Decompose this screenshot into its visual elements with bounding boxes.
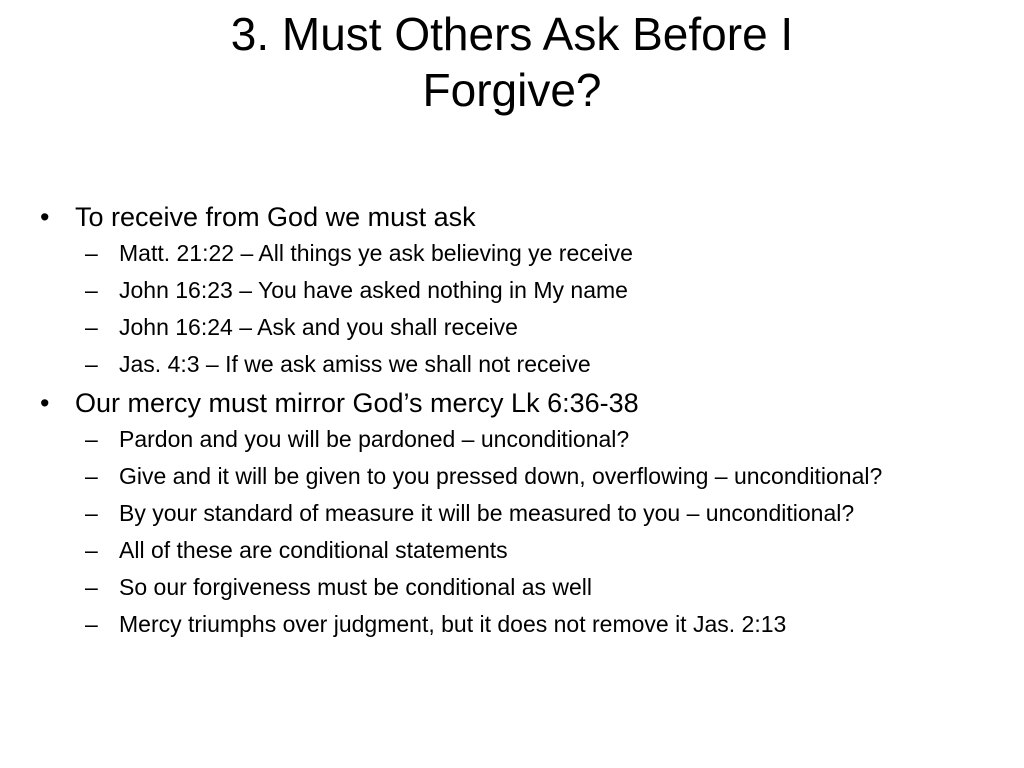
bullet-mercy-mirror (40, 386, 990, 420)
sub-bullet-text: Mercy triumphs over judgment, but it does not remove it Jas. 2:13 (119, 611, 787, 637)
bullet-marker: • (40, 388, 50, 418)
sub-bullet-text: John 16:23 – You have asked nothing in My name (119, 277, 628, 303)
slide-title (60, 6, 964, 118)
bullet-marker: • (40, 202, 50, 232)
sub-bullet-text: Matt. 21:22 – All things ye ask believing ye receive (119, 240, 633, 266)
sub-bullet-marker: – (85, 537, 98, 563)
bullet-receive-from-god (40, 200, 990, 234)
sub-bullet-marker: – (85, 426, 98, 452)
sub-bullet-item (40, 424, 990, 454)
sub-bullet-text: By your standard of measure it will be measured to you – unconditional? (119, 500, 855, 526)
sub-bullet-marker: – (85, 277, 98, 303)
sub-bullet-text: John 16:24 – Ask and you shall receive (119, 314, 518, 340)
sub-bullet-marker: – (85, 351, 98, 377)
slide-body (40, 200, 990, 646)
bullet-text: To receive from God we must ask (75, 202, 476, 232)
sub-bullet-text: So our forgiveness must be conditional as well (119, 574, 593, 600)
sub-bullet-list (40, 238, 990, 379)
sub-bullet-text: Jas. 4:3 – If we ask amiss we shall not receive (119, 351, 591, 377)
sub-bullet-marker: – (85, 463, 98, 489)
sub-bullet-marker: – (85, 611, 98, 637)
sub-bullet-item (40, 572, 990, 602)
sub-bullet-marker: – (85, 240, 98, 266)
sub-bullet-item (40, 461, 990, 491)
sub-bullet-text: Pardon and you will be pardoned – unconditional? (119, 426, 630, 452)
sub-bullet-item (40, 275, 990, 305)
sub-bullet-item (40, 312, 990, 342)
slide-title-line-2: Forgive? (422, 64, 602, 116)
sub-bullet-item (40, 498, 990, 528)
sub-bullet-text: Give and it will be given to you pressed down, overflowing – unconditional? (119, 463, 883, 489)
slide-title-line-1: 3. Must Others Ask Before I (230, 8, 794, 60)
sub-bullet-marker: – (85, 314, 98, 340)
sub-bullet-item (40, 535, 990, 565)
sub-bullet-item (40, 349, 990, 379)
sub-bullet-item (40, 238, 990, 268)
sub-bullet-item (40, 609, 990, 639)
sub-bullet-list (40, 424, 990, 639)
sub-bullet-marker: – (85, 500, 98, 526)
sub-bullet-marker: – (85, 574, 98, 600)
bullet-text: Our mercy must mirror God’s mercy Lk 6:36-38 (75, 388, 639, 418)
sub-bullet-text: All of these are conditional statements (119, 537, 508, 563)
